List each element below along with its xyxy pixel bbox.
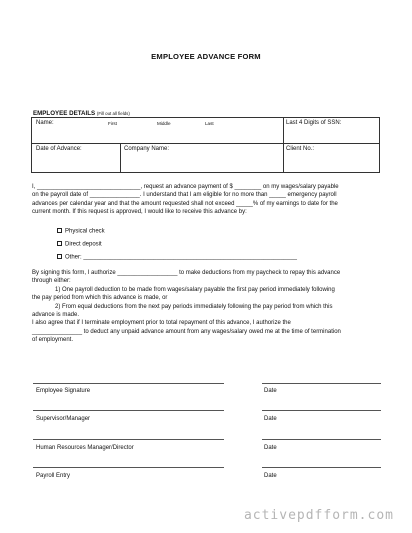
watermark: activepdfform.com — [243, 508, 394, 523]
table-divider — [283, 143, 284, 172]
paragraph-line: _______________ to deduct any unpaid advance amount from any wages/salary owed me at the time of termination — [32, 328, 341, 335]
request-paragraph — [32, 183, 382, 217]
payroll-entry-label: Payroll Entry — [36, 473, 71, 479]
option-physical-check[interactable] — [57, 228, 105, 235]
table-divider — [32, 143, 379, 144]
date-label: Date — [264, 473, 277, 479]
paragraph-line: 1) One payroll deduction to be made from wages/salary payable the first pay period immediately following — [55, 286, 335, 293]
first-name-label: First — [108, 121, 117, 126]
signature-line[interactable] — [33, 439, 224, 440]
checkbox-icon[interactable] — [57, 241, 62, 246]
paragraph-line: advance is made. — [32, 312, 80, 319]
employee-signature-label: Employee Signature — [36, 388, 91, 394]
paragraph-line: I, _______________________________, request an advance payment of $ ________ on my wages/salary payable — [32, 184, 339, 190]
section-title: EMPLOYEE DETAILS — [33, 110, 96, 117]
option-label: Other: ________________________________________________________________ — [65, 254, 297, 261]
company-name-field-label[interactable]: Company Name: — [124, 146, 170, 152]
checkbox-icon[interactable] — [57, 228, 62, 233]
section-note: (Fill out all fields) — [96, 111, 130, 116]
paragraph-line: advances per calendar year and that the amount requested shall not exceed _____% of my earnings to date for the — [32, 200, 338, 207]
option-other[interactable] — [57, 254, 297, 261]
checkbox-icon[interactable] — [57, 254, 62, 259]
last-name-label: Last — [205, 121, 214, 126]
name-field-label[interactable]: Name: — [36, 120, 54, 126]
paragraph-line: through either: — [32, 278, 71, 285]
paragraph-line: By signing this form, I authorize __________________ to make deductions from my paycheck to repay this advance — [32, 270, 341, 276]
paragraph-line: of employment. — [32, 337, 74, 344]
paragraph-line: on the payroll date of _______________. I understand that I am eligible for no more than _____ emergency payroll — [32, 192, 337, 199]
hr-signature-label: Human Resources Manager/Director — [36, 445, 134, 451]
paragraph-line: 2) From equal deductions from the next pay periods immediately following the pay period from which this — [55, 303, 333, 310]
date-line[interactable] — [262, 383, 381, 384]
date-of-advance-field-label[interactable]: Date of Advance: — [36, 146, 82, 152]
middle-name-label: Middle — [157, 121, 171, 126]
client-no-field-label[interactable]: Client No.: — [286, 146, 315, 152]
date-label: Date — [264, 416, 277, 422]
table-divider — [120, 143, 121, 172]
paragraph-line: the pay period from which this advance is made, or — [32, 295, 168, 302]
date-line[interactable] — [262, 467, 381, 468]
page-title: EMPLOYEE ADVANCE FORM — [151, 52, 261, 61]
authorization-paragraph — [32, 269, 382, 345]
supervisor-signature-label: Supervisor/Manager — [36, 416, 91, 422]
table-divider — [283, 118, 284, 143]
option-label: Direct deposit — [65, 241, 102, 248]
date-line[interactable] — [262, 410, 381, 411]
paragraph-line: I also agree that if I terminate employment prior to total repayment of this advance, I authorize the — [32, 320, 291, 327]
employee-details-table — [31, 117, 380, 173]
option-direct-deposit[interactable] — [57, 241, 102, 248]
signature-line[interactable] — [33, 467, 224, 468]
date-label: Date — [264, 445, 277, 451]
section-heading — [33, 110, 130, 117]
date-label: Date — [264, 388, 277, 394]
paragraph-line: current month. If this request is approved, I would like to receive this advance by: — [32, 209, 247, 216]
ssn-field-label[interactable]: Last 4 Digits of SSN: — [286, 120, 342, 126]
date-line[interactable] — [262, 439, 381, 440]
option-label: Physical check — [65, 228, 105, 235]
signature-line[interactable] — [33, 383, 224, 384]
signature-line[interactable] — [33, 410, 224, 411]
